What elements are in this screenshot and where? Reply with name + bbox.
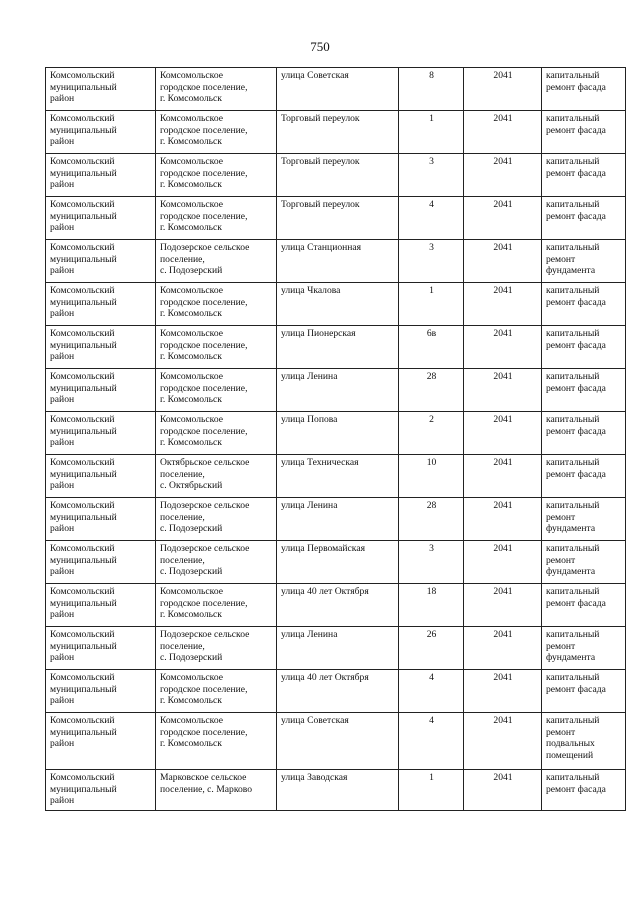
year-cell <box>464 584 542 627</box>
work-type-cell <box>542 713 626 770</box>
table-row <box>46 111 626 154</box>
work-type-cell-text: капитальный ремонт фасада <box>546 457 606 480</box>
year-cell <box>464 627 542 670</box>
house-number-cell-text: 18 <box>426 586 437 597</box>
settlement-cell-text: Комсомольское городское поселение, г. Комсомольск <box>160 715 248 750</box>
house-number-cell <box>399 541 464 584</box>
house-number-cell <box>399 68 464 111</box>
district-cell-text: Комсомольский муниципальный район <box>50 371 117 406</box>
district-cell <box>46 670 156 713</box>
year-cell <box>464 713 542 770</box>
house-number-cell-text: 3 <box>429 242 434 253</box>
settlement-cell <box>156 627 277 670</box>
house-number-cell <box>399 240 464 283</box>
house-number-cell <box>399 369 464 412</box>
year-cell-text: 2041 <box>493 500 513 511</box>
housing-repair-table <box>45 67 626 811</box>
street-cell-text: улица Ленина <box>281 500 338 511</box>
street-cell <box>277 68 399 111</box>
street-cell <box>277 584 399 627</box>
street-cell-text: улица Ленина <box>281 371 338 382</box>
year-cell-text: 2041 <box>493 156 513 167</box>
year-cell <box>464 326 542 369</box>
district-cell-text: Комсомольский муниципальный район <box>50 199 117 234</box>
year-cell <box>464 455 542 498</box>
district-cell <box>46 770 156 811</box>
house-number-cell <box>399 770 464 811</box>
work-type-cell-text: капитальный ремонт фасада <box>546 199 606 222</box>
district-cell <box>46 369 156 412</box>
settlement-cell-text: Марковское сельское поселение, с. Марково <box>160 772 253 795</box>
year-cell-text: 2041 <box>493 586 513 597</box>
district-cell-text: Комсомольский муниципальный район <box>50 414 117 449</box>
house-number-cell <box>399 283 464 326</box>
house-number-cell-text: 4 <box>429 672 434 683</box>
street-cell <box>277 283 399 326</box>
house-number-cell-text: 1 <box>429 285 434 296</box>
work-type-cell <box>542 369 626 412</box>
settlement-cell <box>156 455 277 498</box>
work-type-cell <box>542 498 626 541</box>
street-cell-text: улица Советская <box>281 715 349 726</box>
year-cell-text: 2041 <box>493 285 513 296</box>
street-cell-text: улица Пионерская <box>281 328 356 339</box>
street-cell <box>277 770 399 811</box>
table-row <box>46 713 626 770</box>
house-number-cell <box>399 412 464 455</box>
table-row <box>46 68 626 111</box>
settlement-cell <box>156 412 277 455</box>
work-type-cell-text: капитальный ремонт фасада <box>546 772 606 795</box>
district-cell <box>46 240 156 283</box>
table-row <box>46 154 626 197</box>
house-number-cell-text: 26 <box>426 629 437 640</box>
table-row <box>46 770 626 811</box>
settlement-cell-text: Подозерское сельское поселение, с. Подозерский <box>160 242 250 277</box>
district-cell <box>46 326 156 369</box>
street-cell-text: улица Советская <box>281 70 349 81</box>
table-row <box>46 412 626 455</box>
settlement-cell-text: Комсомольское городское поселение, г. Комсомольск <box>160 586 248 621</box>
house-number-cell <box>399 498 464 541</box>
work-type-cell-text: капитальный ремонт фасада <box>546 113 606 136</box>
street-cell <box>277 369 399 412</box>
district-cell-text: Комсомольский муниципальный район <box>50 586 117 621</box>
year-cell <box>464 240 542 283</box>
work-type-cell-text: капитальный ремонт фасада <box>546 586 606 609</box>
work-type-cell <box>542 197 626 240</box>
house-number-cell-text: 8 <box>429 70 434 81</box>
year-cell <box>464 498 542 541</box>
work-type-cell-text: капитальный ремонт фасада <box>546 328 606 351</box>
settlement-cell-text: Комсомольское городское поселение, г. Комсомольск <box>160 414 248 449</box>
settlement-cell-text: Комсомольское городское поселение, г. Комсомольск <box>160 199 248 234</box>
district-cell-text: Комсомольский муниципальный район <box>50 500 117 535</box>
table-row <box>46 670 626 713</box>
year-cell <box>464 541 542 584</box>
house-number-cell <box>399 455 464 498</box>
work-type-cell <box>542 240 626 283</box>
street-cell-text: улица Заводская <box>281 772 348 783</box>
work-type-cell-text: капитальный ремонт фундамента <box>546 500 600 535</box>
settlement-cell-text: Подозерское сельское поселение, с. Подозерский <box>160 500 250 535</box>
street-cell <box>277 154 399 197</box>
work-type-cell <box>542 326 626 369</box>
settlement-cell <box>156 584 277 627</box>
year-cell <box>464 197 542 240</box>
house-number-cell-text: 28 <box>426 500 437 511</box>
settlement-cell <box>156 283 277 326</box>
settlement-cell <box>156 197 277 240</box>
district-cell-text: Комсомольский муниципальный район <box>50 285 117 320</box>
district-cell-text: Комсомольский муниципальный район <box>50 457 117 492</box>
street-cell <box>277 240 399 283</box>
work-type-cell <box>542 283 626 326</box>
settlement-cell-text: Комсомольское городское поселение, г. Комсомольск <box>160 70 248 105</box>
street-cell-text: улица Станционная <box>281 242 362 253</box>
work-type-cell-text: капитальный ремонт фасада <box>546 414 606 437</box>
house-number-cell <box>399 111 464 154</box>
year-cell <box>464 68 542 111</box>
settlement-cell-text: Комсомольское городское поселение, г. Комсомольск <box>160 371 248 406</box>
district-cell-text: Комсомольский муниципальный район <box>50 672 117 707</box>
house-number-cell-text: 10 <box>426 457 437 468</box>
work-type-cell <box>542 770 626 811</box>
year-cell <box>464 412 542 455</box>
year-cell-text: 2041 <box>493 328 513 339</box>
district-cell <box>46 412 156 455</box>
year-cell-text: 2041 <box>493 715 513 726</box>
work-type-cell <box>542 412 626 455</box>
settlement-cell <box>156 68 277 111</box>
work-type-cell <box>542 154 626 197</box>
district-cell <box>46 541 156 584</box>
district-cell-text: Комсомольский муниципальный район <box>50 242 117 277</box>
house-number-cell <box>399 713 464 770</box>
house-number-cell <box>399 326 464 369</box>
settlement-cell <box>156 154 277 197</box>
house-number-cell <box>399 197 464 240</box>
settlement-cell-text: Комсомольское городское поселение, г. Комсомольск <box>160 285 248 320</box>
district-cell <box>46 455 156 498</box>
table-row <box>46 283 626 326</box>
settlement-cell-text: Комсомольское городское поселение, г. Комсомольск <box>160 113 248 148</box>
house-number-cell-text: 1 <box>429 113 434 124</box>
district-cell <box>46 111 156 154</box>
settlement-cell <box>156 111 277 154</box>
street-cell <box>277 326 399 369</box>
district-cell <box>46 68 156 111</box>
work-type-cell-text: капитальный ремонт фасада <box>546 371 606 394</box>
house-number-cell <box>399 627 464 670</box>
year-cell <box>464 111 542 154</box>
street-cell <box>277 455 399 498</box>
year-cell-text: 2041 <box>493 199 513 210</box>
work-type-cell-text: капитальный ремонт фундамента <box>546 242 600 277</box>
street-cell-text: улица Ленина <box>281 629 338 640</box>
year-cell <box>464 670 542 713</box>
table-row <box>46 541 626 584</box>
table-row <box>46 584 626 627</box>
district-cell-text: Комсомольский муниципальный район <box>50 328 117 363</box>
street-cell-text: улица Первомайская <box>281 543 365 554</box>
street-cell <box>277 713 399 770</box>
work-type-cell-text: капитальный ремонт фасада <box>546 70 606 93</box>
street-cell-text: улица Попова <box>281 414 338 425</box>
settlement-cell <box>156 240 277 283</box>
house-number-cell-text: 28 <box>426 371 437 382</box>
work-type-cell <box>542 68 626 111</box>
street-cell-text: улица Чкалова <box>281 285 341 296</box>
settlement-cell <box>156 670 277 713</box>
street-cell <box>277 412 399 455</box>
settlement-cell <box>156 541 277 584</box>
year-cell-text: 2041 <box>493 772 513 783</box>
street-cell-text: улица Техническая <box>281 457 359 468</box>
house-number-cell-text: 2 <box>429 414 434 425</box>
work-type-cell <box>542 111 626 154</box>
table-body <box>46 68 626 811</box>
year-cell-text: 2041 <box>493 414 513 425</box>
work-type-cell-text: капитальный ремонт фасада <box>546 156 606 179</box>
district-cell <box>46 197 156 240</box>
table-row <box>46 197 626 240</box>
house-number-cell <box>399 584 464 627</box>
work-type-cell-text: капитальный ремонт подвальных помещений <box>546 715 600 761</box>
year-cell-text: 2041 <box>493 371 513 382</box>
year-cell <box>464 283 542 326</box>
year-cell-text: 2041 <box>493 543 513 554</box>
street-cell <box>277 197 399 240</box>
street-cell <box>277 670 399 713</box>
year-cell-text: 2041 <box>493 242 513 253</box>
street-cell-text: Торговый переулок <box>281 199 360 210</box>
house-number-cell-text: 3 <box>429 543 434 554</box>
work-type-cell <box>542 455 626 498</box>
district-cell-text: Комсомольский муниципальный район <box>50 113 117 148</box>
year-cell-text: 2041 <box>493 457 513 468</box>
settlement-cell-text: Подозерское сельское поселение, с. Подозерский <box>160 629 250 664</box>
street-cell <box>277 627 399 670</box>
district-cell-text: Комсомольский муниципальный район <box>50 156 117 191</box>
year-cell-text: 2041 <box>493 629 513 640</box>
district-cell <box>46 283 156 326</box>
district-cell-text: Комсомольский муниципальный район <box>50 629 117 664</box>
street-cell <box>277 541 399 584</box>
year-cell-text: 2041 <box>493 672 513 683</box>
house-number-cell-text: 4 <box>429 199 434 210</box>
page-number: 750 <box>310 39 330 54</box>
year-cell <box>464 154 542 197</box>
work-type-cell <box>542 541 626 584</box>
house-number-cell <box>399 154 464 197</box>
year-cell-text: 2041 <box>493 113 513 124</box>
settlement-cell <box>156 713 277 770</box>
settlement-cell-text: Октябрьское сельское поселение, с. Октябрьский <box>160 457 250 492</box>
district-cell <box>46 498 156 541</box>
district-cell <box>46 154 156 197</box>
street-cell-text: улица 40 лет Октября <box>281 586 369 597</box>
settlement-cell <box>156 770 277 811</box>
settlement-cell-text: Комсомольское городское поселение, г. Комсомольск <box>160 328 248 363</box>
settlement-cell <box>156 369 277 412</box>
settlement-cell-text: Комсомольское городское поселение, г. Комсомольск <box>160 156 248 191</box>
house-number-cell-text: 4 <box>429 715 434 726</box>
street-cell-text: Торговый переулок <box>281 113 360 124</box>
table-row <box>46 326 626 369</box>
table-row <box>46 498 626 541</box>
settlement-cell <box>156 326 277 369</box>
district-cell <box>46 627 156 670</box>
district-cell <box>46 713 156 770</box>
street-cell-text: улица 40 лет Октября <box>281 672 369 683</box>
table-row <box>46 455 626 498</box>
house-number-cell-text: 6в <box>426 328 437 339</box>
settlement-cell <box>156 498 277 541</box>
street-cell-text: Торговый переулок <box>281 156 360 167</box>
year-cell <box>464 770 542 811</box>
work-type-cell <box>542 627 626 670</box>
table-row <box>46 369 626 412</box>
work-type-cell-text: капитальный ремонт фасада <box>546 285 606 308</box>
house-number-cell <box>399 670 464 713</box>
year-cell <box>464 369 542 412</box>
house-number-cell-text: 3 <box>429 156 434 167</box>
district-cell-text: Комсомольский муниципальный район <box>50 715 117 750</box>
street-cell <box>277 111 399 154</box>
work-type-cell-text: капитальный ремонт фундамента <box>546 543 600 578</box>
work-type-cell-text: капитальный ремонт фасада <box>546 672 606 695</box>
table-row <box>46 240 626 283</box>
district-cell-text: Комсомольский муниципальный район <box>50 70 117 105</box>
table-row <box>46 627 626 670</box>
district-cell-text: Комсомольский муниципальный район <box>50 772 117 807</box>
work-type-cell <box>542 584 626 627</box>
district-cell <box>46 584 156 627</box>
settlement-cell-text: Подозерское сельское поселение, с. Подозерский <box>160 543 250 578</box>
house-number-cell-text: 1 <box>429 772 434 783</box>
work-type-cell <box>542 670 626 713</box>
settlement-cell-text: Комсомольское городское поселение, г. Комсомольск <box>160 672 248 707</box>
district-cell-text: Комсомольский муниципальный район <box>50 543 117 578</box>
year-cell-text: 2041 <box>493 70 513 81</box>
work-type-cell-text: капитальный ремонт фундамента <box>546 629 600 664</box>
street-cell <box>277 498 399 541</box>
